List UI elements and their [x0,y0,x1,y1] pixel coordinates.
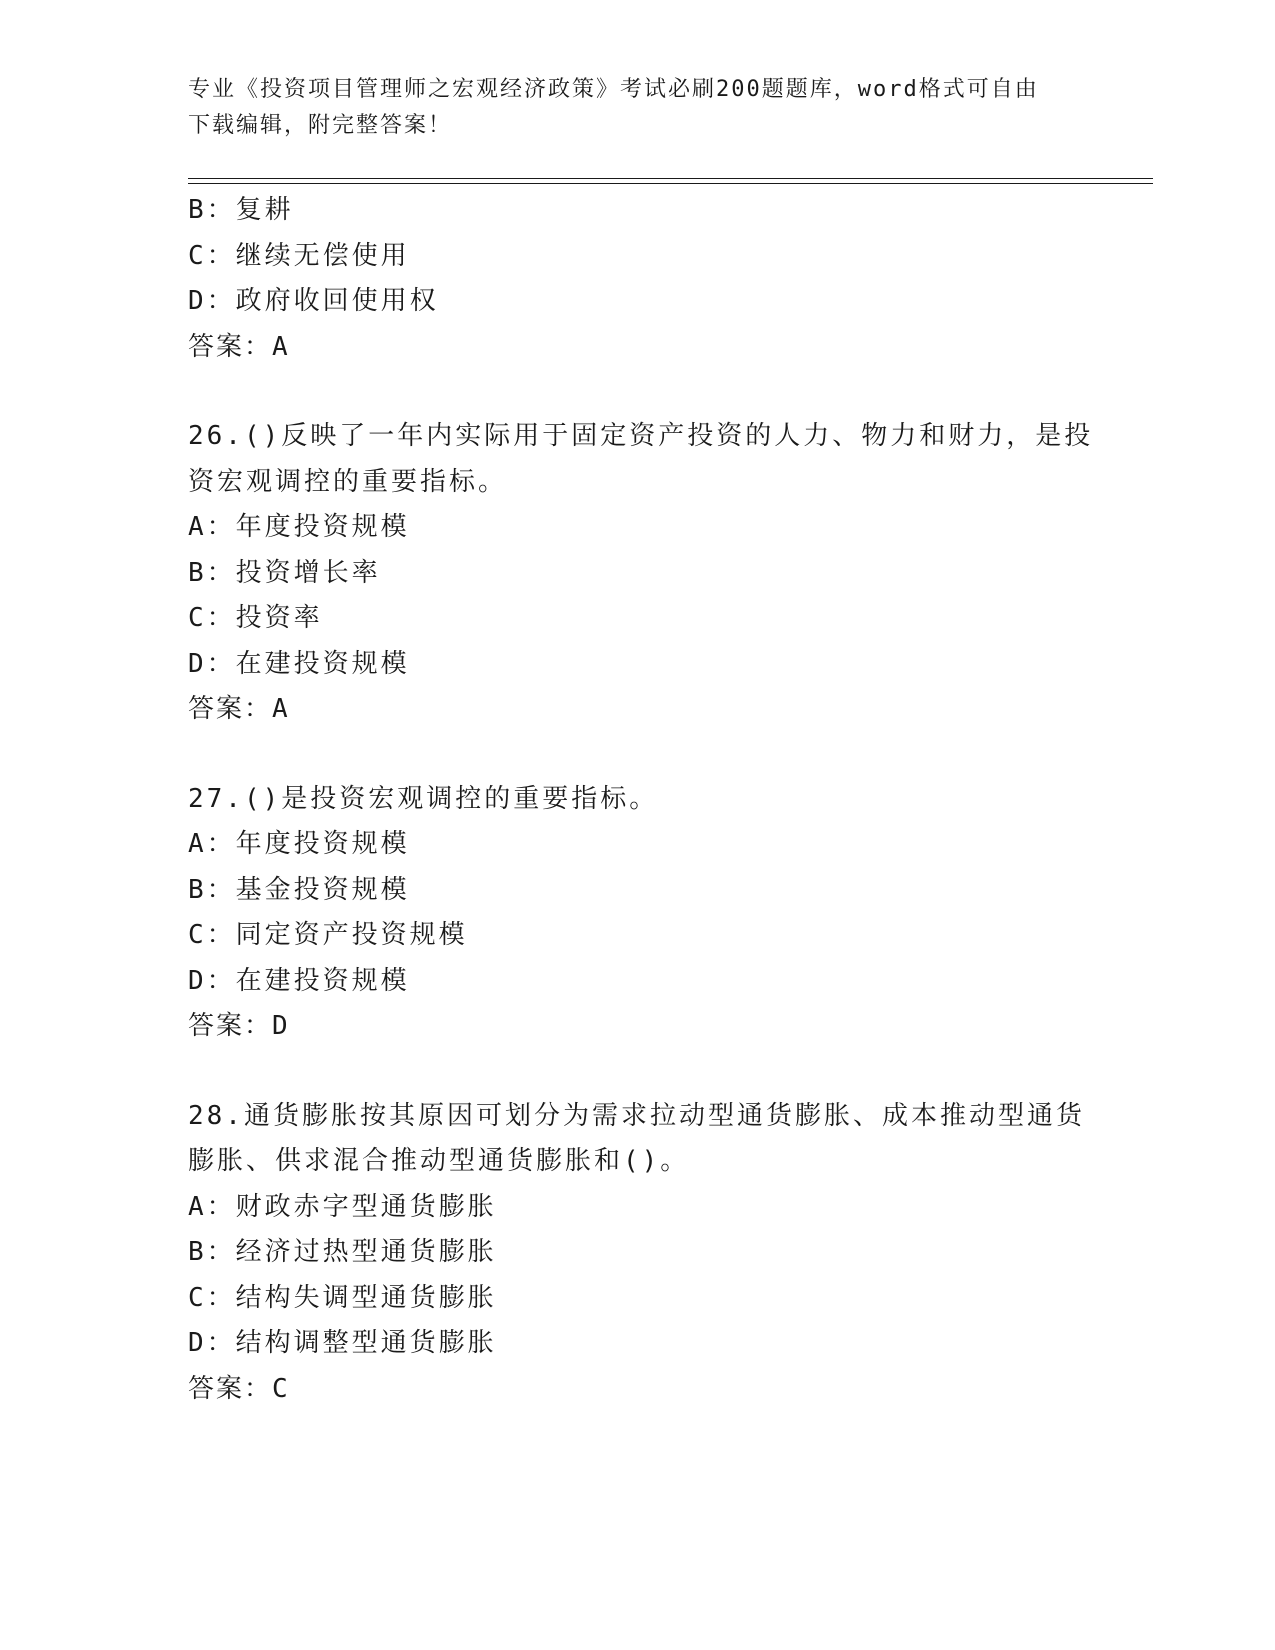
answer-line: 答案：A [188,331,290,362]
header-divider-bottom [188,183,1153,184]
option-b: B：复耕 [188,195,294,225]
header-line-2: 下载编辑，附完整答案！ [188,113,453,138]
header-divider-top [188,178,1153,179]
option-c: C：投资率 [188,603,323,633]
question-list [188,188,1094,1412]
answer-line: 答案：A [188,694,290,724]
question-27 [188,777,1088,1050]
option-d: D：在建投资规模 [188,965,410,996]
question-stem: 28.通货膨胀按其原因可划分为需求拉动型通货膨胀、成本推动型通货 [188,1100,1085,1131]
question-26 [188,414,1094,733]
option-a: A：年度投资规模 [188,829,410,859]
question-28 [188,1094,1088,1413]
option-b: B：投资增长率 [188,557,381,588]
question-stem-continued: 资宏观调控的重要指标。 [188,466,508,497]
option-a: A：财政赤字型通货膨胀 [188,1191,497,1222]
document-header [188,72,1088,144]
question-stem: 26.()反映了一年内实际用于固定资产投资的人力、物力和财力，是投 [188,421,1094,451]
option-c: C：同定资产投资规模 [188,920,468,950]
answer-line: 答案：D [188,1011,290,1041]
option-d: D：政府收回使用权 [188,286,439,316]
option-b: B：基金投资规模 [188,874,410,905]
answer-line: 答案：C [188,1373,290,1404]
header-line-1: 专业《投资项目管理师之宏观经济政策》考试必刷200题题库，word格式可自由 [188,77,1039,102]
option-d: D：在建投资规模 [188,648,410,679]
question-stem-continued: 膨胀、供求混合推动型通货膨胀和()。 [188,1146,690,1176]
option-b: B：经济过热型通货膨胀 [188,1237,497,1267]
option-c: C：结构失调型通货膨胀 [188,1282,497,1313]
question-stem: 27.()是投资宏观调控的重要指标。 [188,783,659,814]
option-a: A：年度投资规模 [188,512,410,542]
question-25-continued [188,188,1088,370]
option-c: C：继续无偿使用 [188,240,410,271]
option-d: D：结构调整型通货膨胀 [188,1328,497,1358]
